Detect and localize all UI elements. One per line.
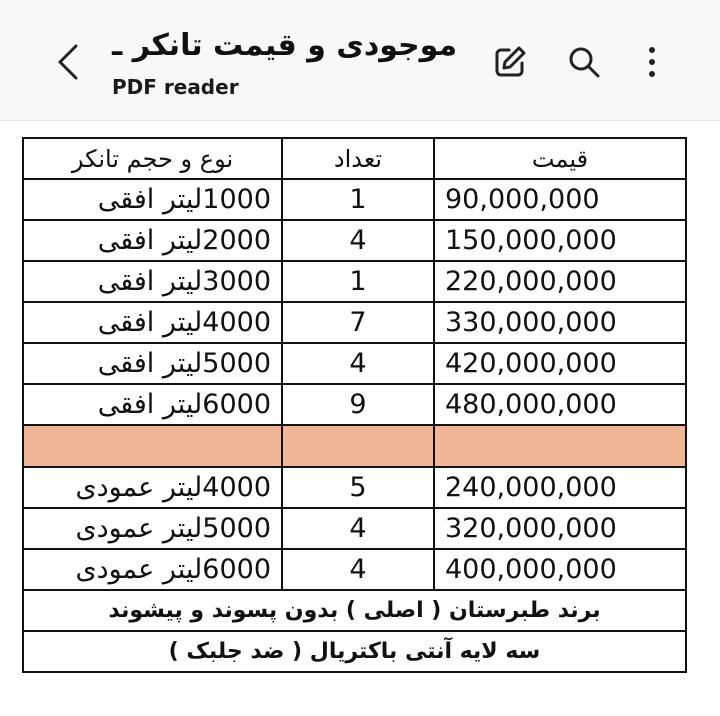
chevron-left-icon — [56, 42, 80, 82]
title-area — [112, 18, 482, 100]
search-button[interactable] — [562, 40, 606, 84]
app-subtitle: PDF reader — [112, 75, 239, 99]
type-cell: 1000لیتر افقی — [23, 179, 282, 220]
header-type: نوع و حجم تانکر — [23, 138, 282, 179]
table-header-row — [23, 138, 686, 179]
inventory-table — [22, 137, 687, 673]
type-cell: 6000لیتر عمودی — [23, 549, 282, 590]
price-cell: 330,000,000 — [434, 302, 686, 343]
table-row — [23, 179, 686, 220]
app-toolbar — [0, 0, 720, 121]
type-cell: 5000لیتر افقی — [23, 343, 282, 384]
table-row — [23, 467, 686, 508]
price-cell: 420,000,000 — [434, 343, 686, 384]
price-cell: 220,000,000 — [434, 261, 686, 302]
table-row — [23, 343, 686, 384]
table-row — [23, 261, 686, 302]
type-cell: 3000لیتر افقی — [23, 261, 282, 302]
table-row — [23, 549, 686, 590]
price-cell: 400,000,000 — [434, 549, 686, 590]
document-title: موجودی و قیمت تانکر ـ — [112, 28, 458, 63]
edit-icon — [492, 44, 528, 80]
separator-cell — [434, 425, 686, 467]
brand-note-row — [23, 590, 686, 631]
type-cell: 4000لیتر افقی — [23, 302, 282, 343]
separator-cell — [282, 425, 434, 467]
separator-row — [23, 425, 686, 467]
back-button[interactable] — [48, 40, 88, 84]
price-cell: 480,000,000 — [434, 384, 686, 425]
type-cell: 5000لیتر عمودی — [23, 508, 282, 549]
type-cell: 2000لیتر افقی — [23, 220, 282, 261]
table-row — [23, 220, 686, 261]
price-cell: 320,000,000 — [434, 508, 686, 549]
price-cell: 240,000,000 — [434, 467, 686, 508]
count-cell: 1 — [282, 179, 434, 220]
feature-note-row — [23, 631, 686, 672]
price-cell: 90,000,000 — [434, 179, 686, 220]
brand-note: برند طبرستان ( اصلی ) بدون پسوند و پیشوند — [23, 590, 686, 631]
count-cell: 7 — [282, 302, 434, 343]
type-cell: 4000لیتر عمودی — [23, 467, 282, 508]
type-cell: 6000لیتر افقی — [23, 384, 282, 425]
header-price: قیمت — [434, 138, 686, 179]
separator-cell — [23, 425, 282, 467]
count-cell: 1 — [282, 261, 434, 302]
feature-note: سه لایه آنتی باکتریال ( ضد جلبک ) — [23, 631, 686, 672]
count-cell: 5 — [282, 467, 434, 508]
count-cell: 9 — [282, 384, 434, 425]
count-cell: 4 — [282, 220, 434, 261]
count-cell: 4 — [282, 549, 434, 590]
price-cell: 150,000,000 — [434, 220, 686, 261]
document-page — [22, 137, 685, 673]
count-cell: 4 — [282, 343, 434, 384]
table-row — [23, 508, 686, 549]
more-vertical-icon — [646, 44, 658, 80]
edit-button[interactable] — [488, 40, 532, 84]
more-options-button[interactable] — [630, 40, 674, 84]
search-icon — [566, 44, 602, 80]
table-row — [23, 384, 686, 425]
table-row — [23, 302, 686, 343]
count-cell: 4 — [282, 508, 434, 549]
header-count: تعداد — [282, 138, 434, 179]
